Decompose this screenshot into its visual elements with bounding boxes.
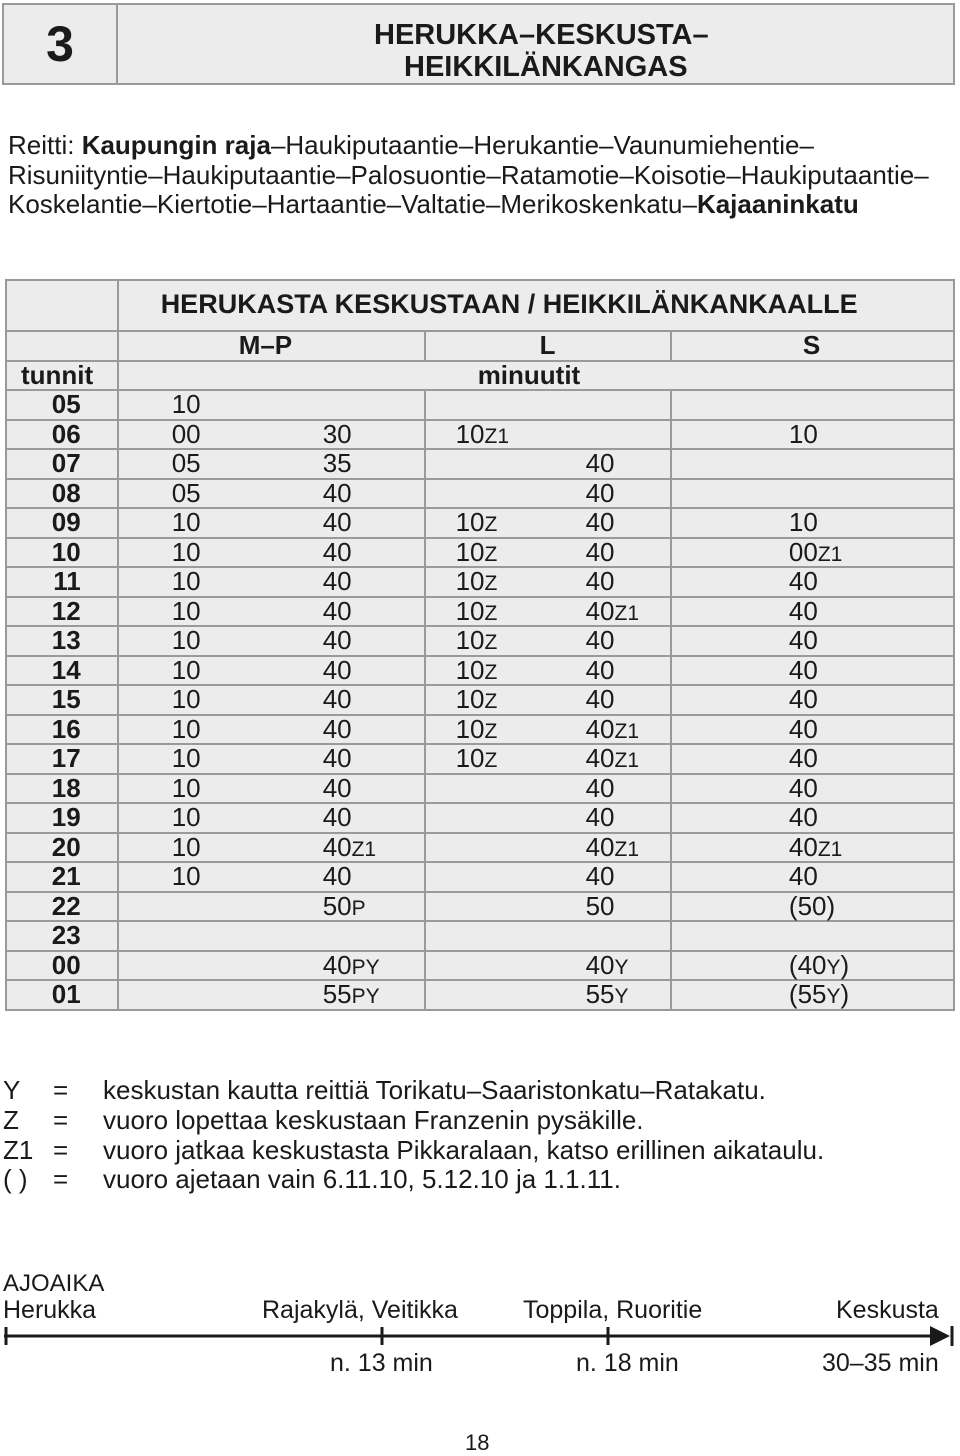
minute-value: 10 [788, 418, 818, 449]
s-minutes-cell [671, 656, 954, 686]
minute-value: 40Y [585, 949, 629, 980]
minute-value: 40 [322, 477, 352, 508]
note-marker: Z [484, 719, 498, 743]
legend-symbol: Y [3, 1075, 21, 1105]
s-minutes-cell [671, 449, 954, 479]
stop-toppila: Toppila, Ruoritie [523, 1296, 703, 1324]
stop-rajakyla: Rajakylä, Veitikka [262, 1296, 458, 1324]
hour-value: 01 [51, 979, 81, 1009]
minute-value: 40 [322, 654, 352, 685]
timetable-corner [6, 280, 118, 331]
legend-symbol: Z [3, 1104, 19, 1135]
timetable-row [6, 567, 954, 597]
minute-value: 40 [585, 536, 615, 567]
s-minutes-cell [671, 420, 954, 450]
s-minutes-cell [671, 951, 954, 981]
mp-minutes-cell [118, 921, 425, 951]
note-marker: Z1 [614, 601, 640, 625]
minute-value: 10 [171, 861, 201, 891]
timetable-row [6, 892, 954, 922]
minute-value: 40 [788, 861, 818, 891]
hour-value: 11 [53, 566, 81, 596]
l-minutes-cell [425, 390, 671, 420]
hour-value: 21 [51, 861, 81, 891]
route-title-line2: HEIKKILÄNKANGAS [404, 51, 688, 83]
note-marker: Y [826, 955, 841, 979]
mp-minutes-cell [118, 479, 425, 509]
s-minutes-cell [671, 567, 954, 597]
minute-value: 40 [585, 566, 615, 596]
minute-value: 10Z [455, 684, 498, 714]
page-number: 18 [465, 1430, 490, 1455]
minute-value: 10 [171, 654, 201, 685]
minute-value: 00 [171, 418, 201, 449]
hours-label-cell [6, 361, 118, 391]
hour-value: 16 [51, 713, 81, 744]
hour-value: 19 [51, 802, 81, 832]
hour-cell [6, 862, 118, 892]
timetable-row [6, 862, 954, 892]
mp-minutes-cell [118, 538, 425, 568]
mp-minutes-cell [118, 774, 425, 804]
legend-text: vuoro ajetaan vain 6.11.10, 5.12.10 ja 1.1.11. [103, 1164, 621, 1195]
mp-minutes-cell [118, 626, 425, 656]
legend-equals: = [53, 1075, 69, 1105]
note-marker: Z [484, 660, 498, 684]
minute-value: 40 [585, 684, 615, 714]
note-marker: Z1 [817, 837, 843, 861]
s-minutes-cell [671, 744, 954, 774]
l-minutes-cell [425, 980, 671, 1010]
s-minutes-cell [671, 538, 954, 568]
minute-value: 55PY [322, 979, 380, 1009]
note-marker: Z [484, 513, 498, 536]
note-marker: Z1 [351, 837, 377, 861]
travel-time-line [4, 1325, 955, 1347]
l-minutes-cell [425, 833, 671, 863]
hour-cell [6, 774, 118, 804]
mp-minutes-cell [118, 892, 425, 922]
minute-value: 10 [171, 684, 201, 714]
s-minutes-cell [671, 921, 954, 951]
timetable-row [6, 951, 954, 981]
s-minutes-cell [671, 685, 954, 715]
minute-value: 10 [171, 389, 201, 419]
mp-minutes-cell [118, 597, 425, 627]
l-minutes-cell [425, 567, 671, 597]
hour-value: 17 [51, 743, 81, 773]
duration-rajakyla: n. 13 min [330, 1349, 433, 1377]
timetable-row [6, 744, 954, 774]
hour-cell [6, 744, 118, 774]
minute-value: 10 [788, 507, 818, 537]
hour-value: 00 [51, 949, 81, 980]
hour-value: 05 [51, 389, 81, 419]
timetable-row [6, 921, 954, 951]
note-marker: PY [351, 985, 380, 1008]
minute-value: 40 [322, 507, 352, 537]
minute-value: 10Z [455, 743, 498, 773]
mp-minutes-cell [118, 656, 425, 686]
route-description [8, 131, 953, 220]
arrow-head-icon [930, 1326, 950, 1346]
minute-value: (50) [788, 890, 836, 921]
note-marker: PY [351, 955, 380, 979]
timetable-body [6, 390, 954, 1010]
hour-value: 23 [51, 920, 81, 950]
s-minutes-cell [671, 774, 954, 804]
minute-value: 40 [585, 772, 615, 803]
legend-row [3, 1136, 824, 1166]
legend-equals: = [53, 1164, 69, 1195]
l-minutes-cell [425, 774, 671, 804]
minute-value: 10Z [455, 654, 498, 685]
minutes-label: minuutit [477, 359, 581, 390]
timetable-row [6, 449, 954, 479]
minute-value: 40 [322, 684, 352, 714]
note-marker: Z1 [614, 749, 640, 772]
mp-minutes-cell [118, 449, 425, 479]
minute-value: 10 [171, 802, 201, 832]
hour-cell [6, 567, 118, 597]
l-minutes-cell [425, 449, 671, 479]
minute-value: (55Y) [788, 979, 850, 1009]
minute-value: 00Z1 [788, 536, 843, 567]
timetable-row [6, 597, 954, 627]
hour-cell [6, 833, 118, 863]
minute-value: 10 [171, 713, 201, 744]
stop-herukka: Herukka [3, 1296, 97, 1324]
note-marker: Z1 [614, 837, 640, 861]
timetable-row [6, 715, 954, 745]
hour-cell [6, 390, 118, 420]
s-minutes-cell [671, 803, 954, 833]
note-marker: Z1 [484, 424, 510, 448]
note-marker: Z [484, 749, 498, 772]
hour-value: 07 [51, 448, 81, 478]
minute-value: 30 [322, 418, 352, 449]
l-minutes-cell [425, 715, 671, 745]
s-minutes-cell [671, 508, 954, 538]
minute-value: 40 [322, 566, 352, 596]
s-minutes-cell [671, 715, 954, 745]
minute-value: 40 [788, 595, 818, 626]
minute-value: 40Z1 [788, 831, 843, 862]
l-minutes-cell [425, 862, 671, 892]
legend-text: vuoro lopettaa keskustaan Franzenin pysäkille. [103, 1104, 644, 1135]
timetable-row [6, 803, 954, 833]
mp-minutes-cell [118, 567, 425, 597]
minute-value: 50P [322, 890, 366, 921]
hour-cell [6, 685, 118, 715]
timetable-row [6, 656, 954, 686]
minute-value: 40 [585, 802, 615, 832]
hours-label: tunnit [21, 359, 94, 390]
minutes-label-cell [118, 361, 954, 391]
timetable-row [6, 833, 954, 863]
l-minutes-cell [425, 803, 671, 833]
mp-minutes-cell [118, 862, 425, 892]
minute-value: 10Z [455, 566, 498, 596]
hour-value: 13 [51, 625, 81, 655]
minute-value: 10 [171, 772, 201, 803]
minute-value: 10Z [455, 595, 498, 626]
minute-value: 10 [171, 566, 201, 596]
minute-value: 10Z [455, 507, 498, 537]
minute-value: 40Z1 [585, 713, 640, 744]
hour-value: 20 [51, 831, 81, 862]
minute-value: 40 [585, 448, 615, 478]
day-header-s: S [671, 331, 954, 361]
minute-value: 10Z [455, 536, 498, 567]
minute-value: 40 [788, 654, 818, 685]
mp-minutes-cell [118, 715, 425, 745]
l-minutes-cell [425, 420, 671, 450]
legend-row [3, 1106, 824, 1136]
hour-value: 06 [51, 418, 81, 449]
note-marker: Y [614, 985, 629, 1008]
stop-keskusta: Keskusta [836, 1296, 939, 1324]
minute-value: 40Z1 [585, 595, 640, 626]
minute-value: 10 [171, 625, 201, 655]
minute-value: 05 [171, 477, 201, 508]
minute-value: 40 [788, 625, 818, 655]
hour-cell [6, 508, 118, 538]
route-prefix: Reitti: [8, 130, 82, 160]
note-marker: Z [484, 572, 498, 595]
minute-value: 40 [322, 595, 352, 626]
mp-minutes-cell [118, 980, 425, 1010]
minute-value: 40 [585, 625, 615, 655]
s-minutes-cell [671, 980, 954, 1010]
day-header-mp: M–P [118, 331, 425, 361]
timetable-row [6, 420, 954, 450]
mp-minutes-cell [118, 508, 425, 538]
minute-value: 40PY [322, 949, 380, 980]
note-marker: Z [484, 690, 498, 713]
travel-time-heading: AJOAIKA [3, 1270, 105, 1297]
minute-value: 10 [171, 595, 201, 626]
hour-cell [6, 980, 118, 1010]
hour-value: 15 [51, 684, 81, 714]
s-minutes-cell [671, 390, 954, 420]
l-minutes-cell [425, 921, 671, 951]
hour-cell [6, 803, 118, 833]
note-marker: Y [614, 955, 629, 979]
minute-value: 10 [171, 831, 201, 862]
minute-value: 40 [322, 743, 352, 773]
hour-value: 09 [51, 507, 81, 537]
minute-value: 40 [585, 477, 615, 508]
duration-keskusta: 30–35 min [822, 1349, 939, 1377]
hour-cell [6, 626, 118, 656]
direction-label: HERUKASTA KESKUSTAAN / HEIKKILÄNKANKAALLE [160, 289, 858, 319]
route-number: 3 [4, 5, 118, 83]
day-header-l: L [425, 331, 671, 361]
legend-row [3, 1076, 824, 1106]
l-minutes-cell [425, 951, 671, 981]
hour-cell [6, 715, 118, 745]
hour-value: 10 [51, 536, 81, 567]
timetable-row [6, 508, 954, 538]
minute-value: 10 [171, 743, 201, 773]
hour-value: 12 [51, 595, 81, 626]
note-marker: Z1 [614, 719, 640, 743]
minute-value: 05 [171, 448, 201, 478]
legend-text: vuoro jatkaa keskustasta Pikkaralaan, katso erillinen aikataulu. [103, 1134, 825, 1165]
legend-equals: = [53, 1134, 69, 1165]
l-minutes-cell [425, 538, 671, 568]
timetable-row [6, 538, 954, 568]
note-marker: Y [826, 985, 841, 1008]
route-title [374, 19, 709, 83]
hour-cell [6, 892, 118, 922]
hour-cell [6, 420, 118, 450]
route-header [2, 3, 955, 85]
minute-value: 10Z [455, 625, 498, 655]
minute-value: 40 [788, 566, 818, 596]
route-title-line1: HERUKKA–KESKUSTA– [374, 19, 709, 51]
l-minutes-cell [425, 508, 671, 538]
l-minutes-cell [425, 685, 671, 715]
legend-row [3, 1165, 824, 1195]
minute-value: 40 [322, 713, 352, 744]
minute-value: 40 [585, 654, 615, 685]
minute-value: 40 [322, 772, 352, 803]
l-minutes-cell [425, 656, 671, 686]
timetable [5, 279, 955, 1011]
minute-value: 10Z [455, 713, 498, 744]
mp-minutes-cell [118, 685, 425, 715]
hour-value: 14 [51, 654, 81, 685]
day-header-blank [6, 331, 118, 361]
minute-value: 40 [322, 861, 352, 891]
legend-symbol: ( ) [3, 1164, 28, 1195]
minute-value: 40Z1 [585, 831, 640, 862]
timetable-row [6, 479, 954, 509]
minute-value: 10 [171, 536, 201, 567]
route-last-street: Kajaaninkatu [696, 189, 859, 219]
mp-minutes-cell [118, 803, 425, 833]
minute-value: 40 [585, 861, 615, 891]
s-minutes-cell [671, 892, 954, 922]
mp-minutes-cell [118, 390, 425, 420]
minute-value: 40 [788, 772, 818, 803]
note-marker: Z [484, 631, 498, 654]
minute-value: 50 [585, 890, 615, 921]
hour-cell [6, 597, 118, 627]
minute-value: 40Z1 [322, 831, 377, 862]
minute-value: 40 [322, 536, 352, 567]
route-first-street: Kaupungin raja [81, 130, 271, 160]
direction-heading [118, 280, 954, 331]
s-minutes-cell [671, 833, 954, 863]
mp-minutes-cell [118, 951, 425, 981]
hour-cell [6, 538, 118, 568]
note-marker: Z [484, 601, 498, 625]
timetable-row [6, 626, 954, 656]
minute-value: (40Y) [788, 949, 850, 980]
legend-text: keskustan kautta reittiä Torikatu–Saaristonkatu–Ratakatu. [103, 1075, 766, 1105]
mp-minutes-cell [118, 420, 425, 450]
timetable-row [6, 980, 954, 1010]
mp-minutes-cell [118, 744, 425, 774]
legend-equals: = [53, 1104, 69, 1135]
hour-cell [6, 479, 118, 509]
duration-toppila: n. 18 min [576, 1349, 679, 1377]
timetable-row [6, 774, 954, 804]
hour-cell [6, 656, 118, 686]
s-minutes-cell [671, 479, 954, 509]
l-minutes-cell [425, 479, 671, 509]
minute-value: 40 [788, 713, 818, 744]
route-streets: –Haukiputaantie–Herukantie–Vaunumiehentie–Risuniityntie–Haukiputaantie–Palosuontie–Ratamotie–Koisotie–Haukiputaantie–Koskelantie–Kiertotie–Hartaantie–Valtatie–Merikoskenkatu– [8, 130, 929, 219]
hour-value: 08 [51, 477, 81, 508]
minute-value: 40 [788, 743, 818, 773]
minute-value: 55Y [585, 979, 629, 1009]
note-marker: Z1 [817, 542, 843, 566]
s-minutes-cell [671, 862, 954, 892]
note-marker: P [351, 896, 366, 920]
hour-value: 18 [51, 772, 81, 803]
hour-cell [6, 921, 118, 951]
timetable-row [6, 390, 954, 420]
minute-value: 40 [585, 507, 615, 537]
s-minutes-cell [671, 597, 954, 627]
note-marker: Z [484, 542, 498, 566]
mp-minutes-cell [118, 833, 425, 863]
timetable-row [6, 685, 954, 715]
l-minutes-cell [425, 892, 671, 922]
minute-value: 35 [322, 448, 352, 478]
minute-value: 10Z1 [455, 418, 510, 449]
minute-value: 40 [788, 802, 818, 832]
l-minutes-cell [425, 744, 671, 774]
hour-value: 22 [51, 890, 81, 921]
minute-value: 10 [171, 507, 201, 537]
legend [3, 1076, 824, 1195]
minute-value: 40 [788, 684, 818, 714]
legend-symbol: Z1 [3, 1134, 34, 1165]
minute-value: 40Z1 [585, 743, 640, 773]
minute-value: 40 [322, 802, 352, 832]
hour-cell [6, 449, 118, 479]
hour-cell [6, 951, 118, 981]
minute-value: 40 [322, 625, 352, 655]
l-minutes-cell [425, 597, 671, 627]
l-minutes-cell [425, 626, 671, 656]
s-minutes-cell [671, 626, 954, 656]
